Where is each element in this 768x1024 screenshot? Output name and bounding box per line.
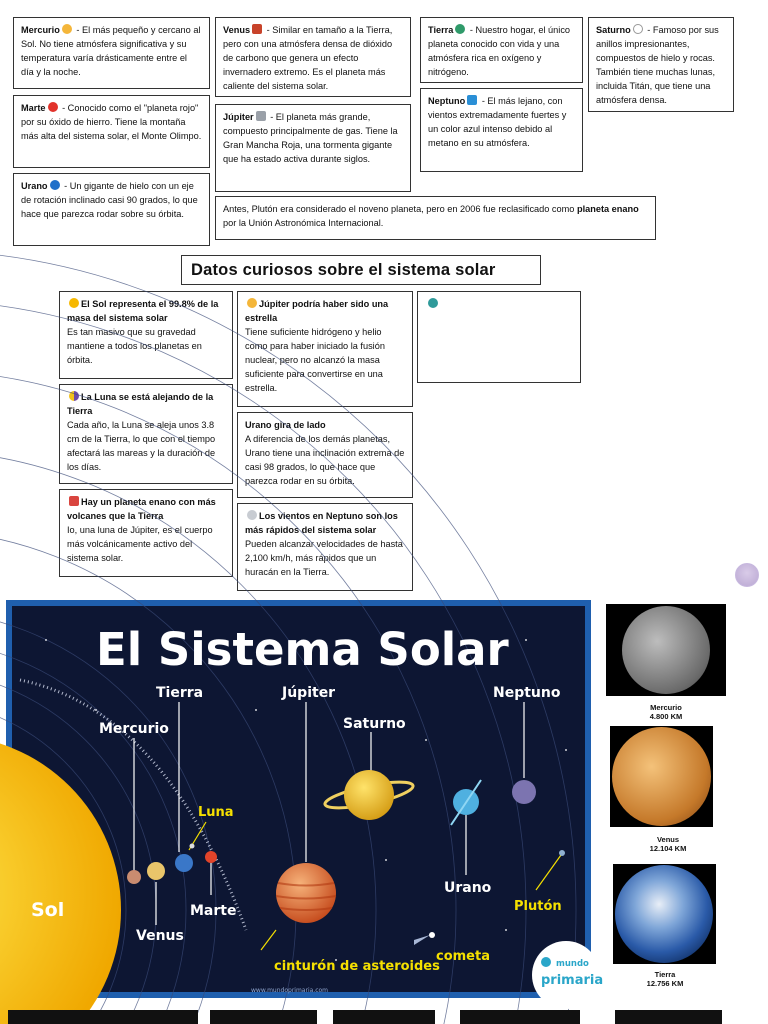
fact-empty <box>417 291 581 383</box>
fact-urano <box>237 412 413 498</box>
card-venus <box>215 17 411 97</box>
fact-sol-title: El Sol representa el 99.8% de la masa del sistema solar <box>67 299 219 323</box>
fact-luna <box>59 384 233 484</box>
fact-jupiter-text: Tiene suficiente hidrógeno y helio como para haber iniciado la fusión nuclear, pero no alcanzó la masa suficiente para convertirse en una estrella. <box>245 327 385 393</box>
fact-jupiter-title: Júpiter podría haber sido una estrella <box>245 299 389 323</box>
card-venus-name: Venus <box>223 25 251 35</box>
card-venus-text: - Similar en tamaño a la Tierra, pero con una atmósfera densa de dióxido de carbono que genera un efecto invernadero extremo. Es el planeta más caliente del sistema solar. <box>223 25 393 91</box>
fact-urano-title: Urano gira de lado <box>245 420 326 430</box>
planet-mercurio <box>127 870 141 884</box>
card-pluton-text-b: por la Unión Astronómica Internacional. <box>223 218 384 228</box>
brand-logo-icon <box>541 957 551 967</box>
fact-vientos-text: Pueden alcanzar velocidades de hasta 2,100 km/h, más rápidos que un huracán en la Tierra. <box>245 539 403 577</box>
label-tierra: Tierra <box>156 685 204 701</box>
smiling-sun-icon <box>69 298 79 308</box>
ring-icon <box>633 24 643 34</box>
label-pluton: Plutón <box>514 899 562 914</box>
tornado-icon <box>256 111 266 121</box>
card-marte-text: - Conocido como el "planeta rojo" por su óxido de hierro. Tiene la montaña más alta del sistema solar, el Monte Olimpo. <box>21 103 202 141</box>
card-mercurio <box>13 17 210 89</box>
comet-icon <box>62 24 72 34</box>
caption-venus-size: 12.104 KM <box>649 844 687 853</box>
fact-urano-text: A diferencia de los demás planetas, Urano tiene una inclinación extrema de casi 98 grados, lo que hace que parezca rodar en su órbita. <box>245 434 405 486</box>
planet-marte <box>205 851 217 863</box>
card-neptuno-name: Neptuno <box>428 96 466 106</box>
card-jupiter <box>215 104 411 192</box>
caption-tierra-size: 12.756 KM <box>646 979 684 988</box>
caption-tierra <box>625 970 705 988</box>
card-urano <box>13 173 210 246</box>
caption-mercurio-name: Mercurio <box>650 703 682 712</box>
rocket-icon <box>69 496 79 506</box>
blue-circle-icon <box>50 180 60 190</box>
bottom-image-2 <box>210 1010 317 1024</box>
volcano-icon <box>252 24 262 34</box>
moon <box>190 844 195 849</box>
card-marte <box>13 95 210 168</box>
bottom-image-1 <box>8 1010 198 1024</box>
bottom-image-5 <box>615 1010 722 1024</box>
card-tierra-text: - Nuestro hogar, el único planeta conocido con vida y una atmósfera rica en oxígeno y nitrógeno. <box>428 25 571 77</box>
card-mercurio-text: - El más pequeño y cercano al Sol. No tiene atmósfera significativa y su temperatura varía drásticamente entre el día y la noche. <box>21 25 201 77</box>
planet-pluton <box>559 850 565 856</box>
card-jupiter-name: Júpiter <box>223 112 254 122</box>
label-mercurio: Mercurio <box>99 721 169 737</box>
fact-vientos-title: Los vientos en Neptuno son los más rápidos del sistema solar <box>245 511 398 535</box>
card-pluton <box>215 196 656 240</box>
fact-luna-text: Cada año, la Luna se aleja unos 3.8 cm de la Tierra, lo que con el tiempo afectará las mareas y la duración de los días. <box>67 420 216 472</box>
label-sol: Sol <box>31 899 65 921</box>
card-jupiter-text: - El planeta más grande, compuesto principalmente de gas. Tiene la Gran Mancha Roja, una tormenta gigante que ha estado activa durante siglos. <box>223 112 398 164</box>
card-neptuno <box>420 88 583 172</box>
label-cometa: cometa <box>436 949 490 964</box>
fact-volcanes-text: Io, una luna de Júpiter, es el cuerpo más volcánicamente activo del sistema solar. <box>67 525 213 563</box>
poster-url: www.mundoprimaria.com <box>251 987 329 994</box>
fact-sol <box>59 291 233 379</box>
poster-title: El Sistema Solar <box>96 623 509 676</box>
planet-neptuno <box>512 780 536 804</box>
card-pluton-bold: planeta enano <box>576 204 639 214</box>
caption-mercurio <box>626 703 706 721</box>
comet <box>429 932 435 938</box>
wave-icon <box>467 95 477 105</box>
smiling-face-icon <box>735 563 759 587</box>
label-saturno: Saturno <box>343 716 406 732</box>
label-venus: Venus <box>136 928 184 944</box>
bottom-image-3 <box>333 1010 435 1024</box>
bottom-image-4 <box>460 1010 580 1024</box>
caption-venus <box>628 835 708 853</box>
label-neptuno: Neptuno <box>493 685 561 701</box>
card-saturno <box>588 17 734 112</box>
card-pluton-text-a: Antes, Plutón era considerado el noveno planeta, pero en 2006 fue reclasificado como <box>223 204 577 214</box>
wind-icon <box>247 510 257 520</box>
card-urano-text: - Un gigante de hielo con un eje de rotación inclinado casi 90 grados, lo que hace que parezca rodar sobre su órbita. <box>21 181 198 219</box>
label-luna: Luna <box>198 805 234 820</box>
card-saturno-name: Saturno <box>596 25 631 35</box>
planet-tierra <box>175 854 193 872</box>
brand-line1: mundo <box>556 959 589 969</box>
card-neptuno-text: - El más lejano, con vientos extremadamente fuertes y un color azul intenso debido al metano en su atmósfera. <box>428 96 567 148</box>
red-circle-icon <box>48 102 58 112</box>
poster-illustration <box>6 600 604 998</box>
card-tierra-name: Tierra <box>428 25 454 35</box>
caption-tierra-name: Tierra <box>654 970 676 979</box>
photo-tierra <box>613 864 716 964</box>
card-tierra <box>420 17 583 83</box>
label-jupiter: Júpiter <box>282 685 336 701</box>
fact-luna-title: La Luna se está alejando de la Tierra <box>67 392 214 416</box>
photo-venus <box>610 726 713 827</box>
label-asteroides: cinturón de asteroides <box>274 959 440 974</box>
planet-jupiter <box>276 863 336 923</box>
fact-volcanes-title: Hay un planeta enano con más volcanes que la Tierra <box>67 497 216 521</box>
label-marte: Marte <box>190 903 237 919</box>
comet-icon <box>247 298 257 308</box>
fact-sol-text: Es tan masivo que su gravedad mantiene a todos los planetas en órbita. <box>67 327 202 365</box>
brand-line2: primaria <box>541 973 604 988</box>
solar-system-poster <box>6 600 604 998</box>
label-urano: Urano <box>444 880 492 896</box>
card-marte-name: Marte <box>21 103 46 113</box>
card-saturno-text: - Famoso por sus anillos impresionantes, compuestos de hielo y rocas. También tiene muchas lunas, incluida Titán, que tiene una atmósfera densa. <box>596 25 719 105</box>
caption-venus-name: Venus <box>656 835 680 844</box>
section-title: Datos curiosos sobre el sistema solar <box>181 255 541 285</box>
caption-mercurio-size: 4.800 KM <box>649 712 683 721</box>
globe-icon <box>428 298 438 308</box>
photo-mercurio <box>606 604 726 696</box>
card-urano-name: Urano <box>21 181 48 191</box>
planet-saturno <box>344 770 394 820</box>
fact-volcanes <box>59 489 233 577</box>
fact-vientos <box>237 503 413 591</box>
planet-venus <box>147 862 165 880</box>
card-mercurio-name: Mercurio <box>21 25 60 35</box>
globe-icon <box>455 24 465 34</box>
